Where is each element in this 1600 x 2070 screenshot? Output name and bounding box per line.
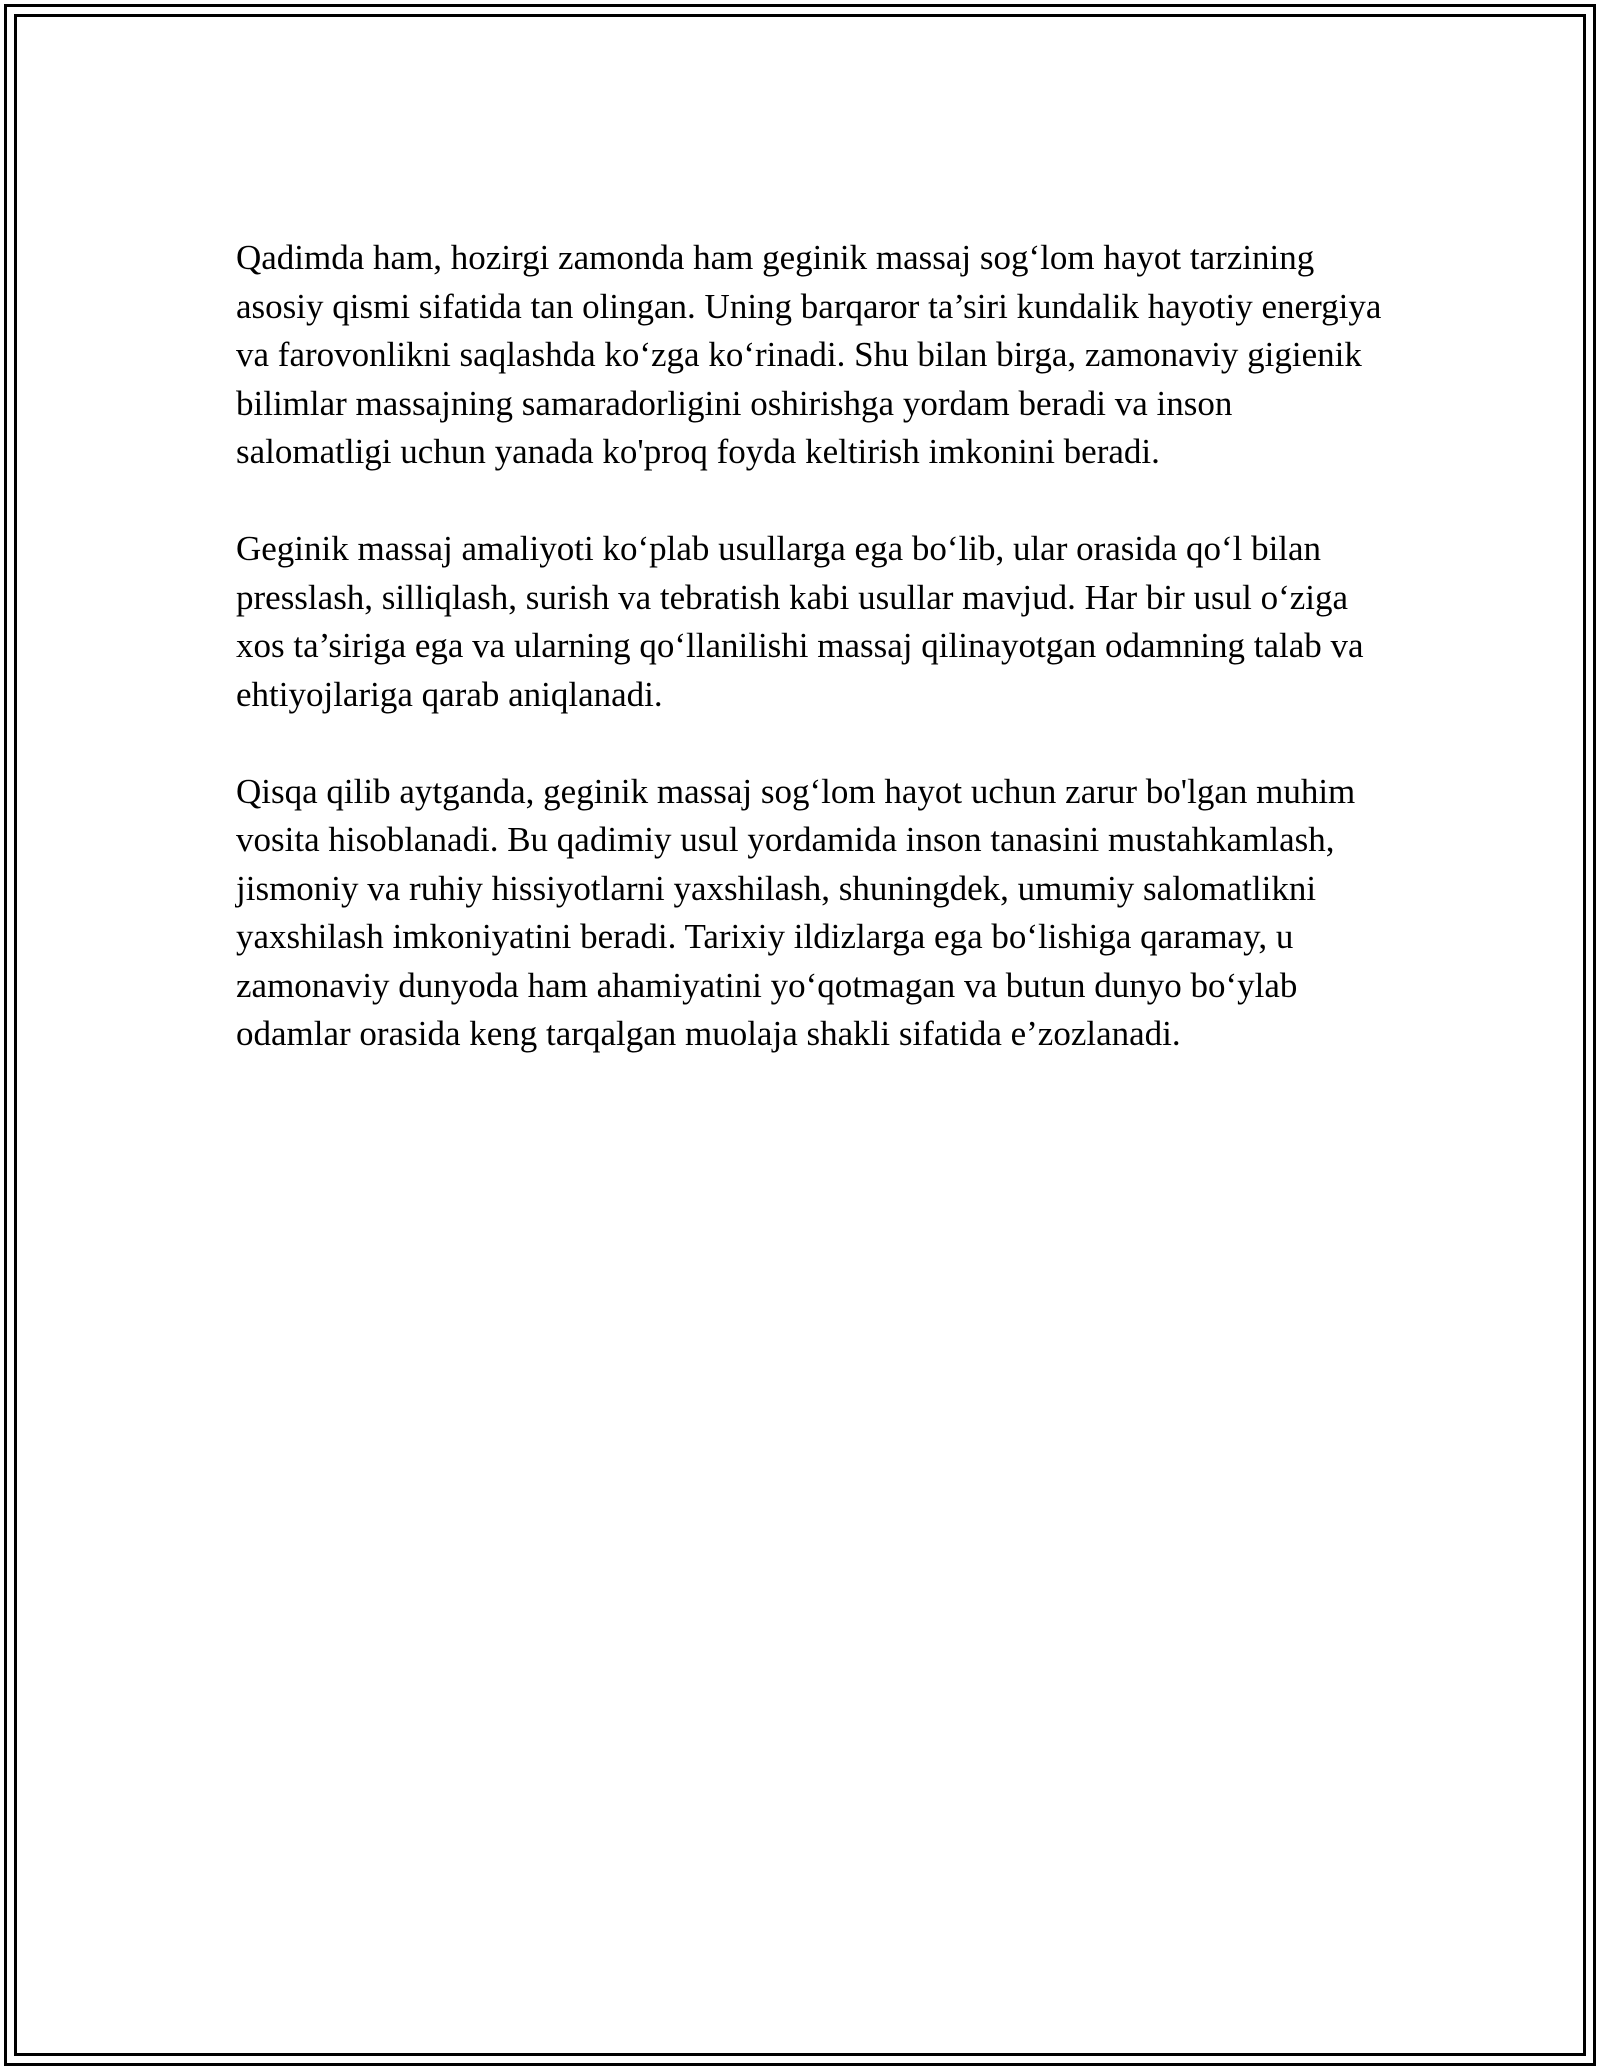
paragraph-3: Qisqa qilib aytganda, geginik massaj sog‘lom hayot uchun zarur bo'lgan muhim vosita hisoblanadi. Bu qadimiy usul yordamida inson tanasini mustahkamlash, jismoniy va ruhiy hissiyotlarni yaxshilash, shuningdek, umumiy salomatlikni yaxshilash imkoniyatini beradi. Tarixiy ildizlarga ega bo‘lishiga qaramay, u zamonaviy dunyoda ham ahamiyatini yo‘qotmagan va butun dunyo bo‘ylab odamlar orasida keng tarqalgan muolaja shakli sifatida e’zozlanadi.: [236, 771, 1356, 1053]
paragraph-2: Geginik massaj amaliyoti ko‘plab usullarga ega bo‘lib, ular orasida qo‘l bilan presslash, silliqlash, surish va tebratish kabi usullar mavjud. Har bir usul o‘ziga xos ta’siriga ega va ularning qo‘llanilishi massaj qilinayotgan odamning talab va ehtiyojlariga qarab aniqlanadi.: [236, 529, 1364, 714]
paragraph-1: Qadimda ham, hozirgi zamonda ham geginik massaj sog‘lom hayot tarzining asosiy qismi sifatida tan olingan. Uning barqaror ta’siri kundalik hayotiy energiya va farovonlikni saqlashda ko‘zga ko‘rinadi. Shu bilan birga, zamonaviy gigienik bilimlar massajning samaradorligini oshirishga yordam beradi va inson salomatligi uchun yanada ko'proq foyda keltirish imkonini beradi.: [236, 238, 1382, 471]
document-body: [236, 234, 1386, 1107]
